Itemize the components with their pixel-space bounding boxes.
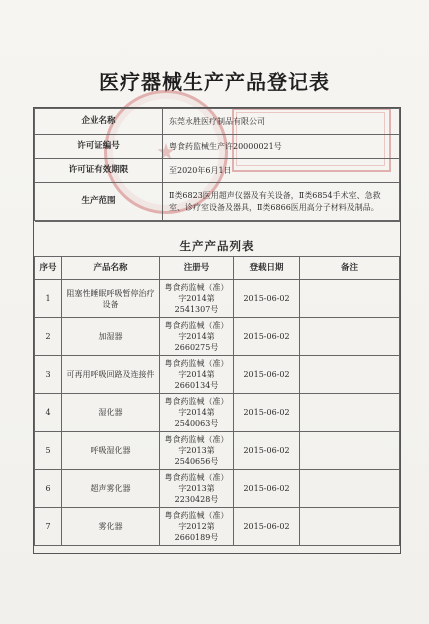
row-note [300, 432, 400, 470]
row-note [300, 470, 400, 508]
license-number-value: 粤食药监械生产许20000021号 [163, 135, 400, 159]
row-name: 加湿器 [62, 318, 160, 356]
row-name: 可再用呼吸回路及连接件 [62, 356, 160, 394]
header-reg: 注册号 [160, 257, 234, 280]
row-no: 5 [35, 432, 62, 470]
row-date: 2015-06-02 [234, 356, 300, 394]
license-valid-row [35, 159, 400, 183]
row-reg: 粤食药监械（准）字2014第2541307号 [160, 280, 234, 318]
header-date: 登载日期 [234, 257, 300, 280]
row-date: 2015-06-02 [234, 318, 300, 356]
row-no: 7 [35, 508, 62, 546]
production-scope-value: Ⅱ类6823医用超声仪器及有关设备，Ⅱ类6854手术室、急救室、诊疗室设备及器具，Ⅱ类6866医用高分子材料及制品。 [163, 183, 400, 221]
row-note [300, 508, 400, 546]
company-name-row [35, 109, 400, 135]
row-note [300, 318, 400, 356]
row-no: 2 [35, 318, 62, 356]
license-valid-label: 许可证有效期限 [35, 159, 163, 183]
row-reg: 粤食药监械（准）字2012第2660189号 [160, 508, 234, 546]
row-reg: 粤食药监械（准）字2013第2540656号 [160, 432, 234, 470]
table-row [35, 280, 400, 318]
license-number-label: 许可证编号 [35, 135, 163, 159]
license-valid-value: 至2020年6月1日 [163, 159, 400, 183]
header-note: 备注 [300, 257, 400, 280]
production-scope-label: 生产范围 [35, 183, 163, 221]
row-note [300, 280, 400, 318]
row-name: 湿化器 [62, 394, 160, 432]
company-info-table [34, 108, 400, 221]
row-name: 超声雾化器 [62, 470, 160, 508]
row-reg: 粤食药监械（准）字2014第2540063号 [160, 394, 234, 432]
row-no: 6 [35, 470, 62, 508]
license-number-row [35, 135, 400, 159]
table-row [35, 508, 400, 546]
row-date: 2015-06-02 [234, 394, 300, 432]
row-no: 3 [35, 356, 62, 394]
product-list-table [34, 221, 400, 546]
row-date: 2015-06-02 [234, 470, 300, 508]
product-header-row [35, 257, 400, 280]
row-name: 呼吸湿化器 [62, 432, 160, 470]
row-reg: 粤食药监械（准）字2014第2660134号 [160, 356, 234, 394]
table-row [35, 432, 400, 470]
row-no: 4 [35, 394, 62, 432]
row-reg: 粤食药监械（准）字2014第2660275号 [160, 318, 234, 356]
company-name-label: 企业名称 [35, 109, 163, 135]
document-title: 医疗器械生产产品登记表 [99, 70, 330, 94]
row-note [300, 394, 400, 432]
company-name-value: 东莞永胜医疗制品有限公司 [163, 109, 400, 135]
row-note [300, 356, 400, 394]
table-row [35, 394, 400, 432]
row-date: 2015-06-02 [234, 508, 300, 546]
table-row [35, 356, 400, 394]
header-no: 序号 [35, 257, 62, 280]
row-date: 2015-06-02 [234, 432, 300, 470]
row-reg: 粤食药监械（准）字2013第2230428号 [160, 470, 234, 508]
production-scope-row [35, 183, 400, 221]
registration-table [33, 107, 401, 554]
row-no: 1 [35, 280, 62, 318]
product-list-title: 生产产品列表 [35, 222, 400, 257]
row-name: 阻塞性睡眠呼吸暂停治疗设备 [62, 280, 160, 318]
row-date: 2015-06-02 [234, 280, 300, 318]
table-row [35, 318, 400, 356]
row-name: 雾化器 [62, 508, 160, 546]
table-row [35, 470, 400, 508]
header-name: 产品名称 [62, 257, 160, 280]
